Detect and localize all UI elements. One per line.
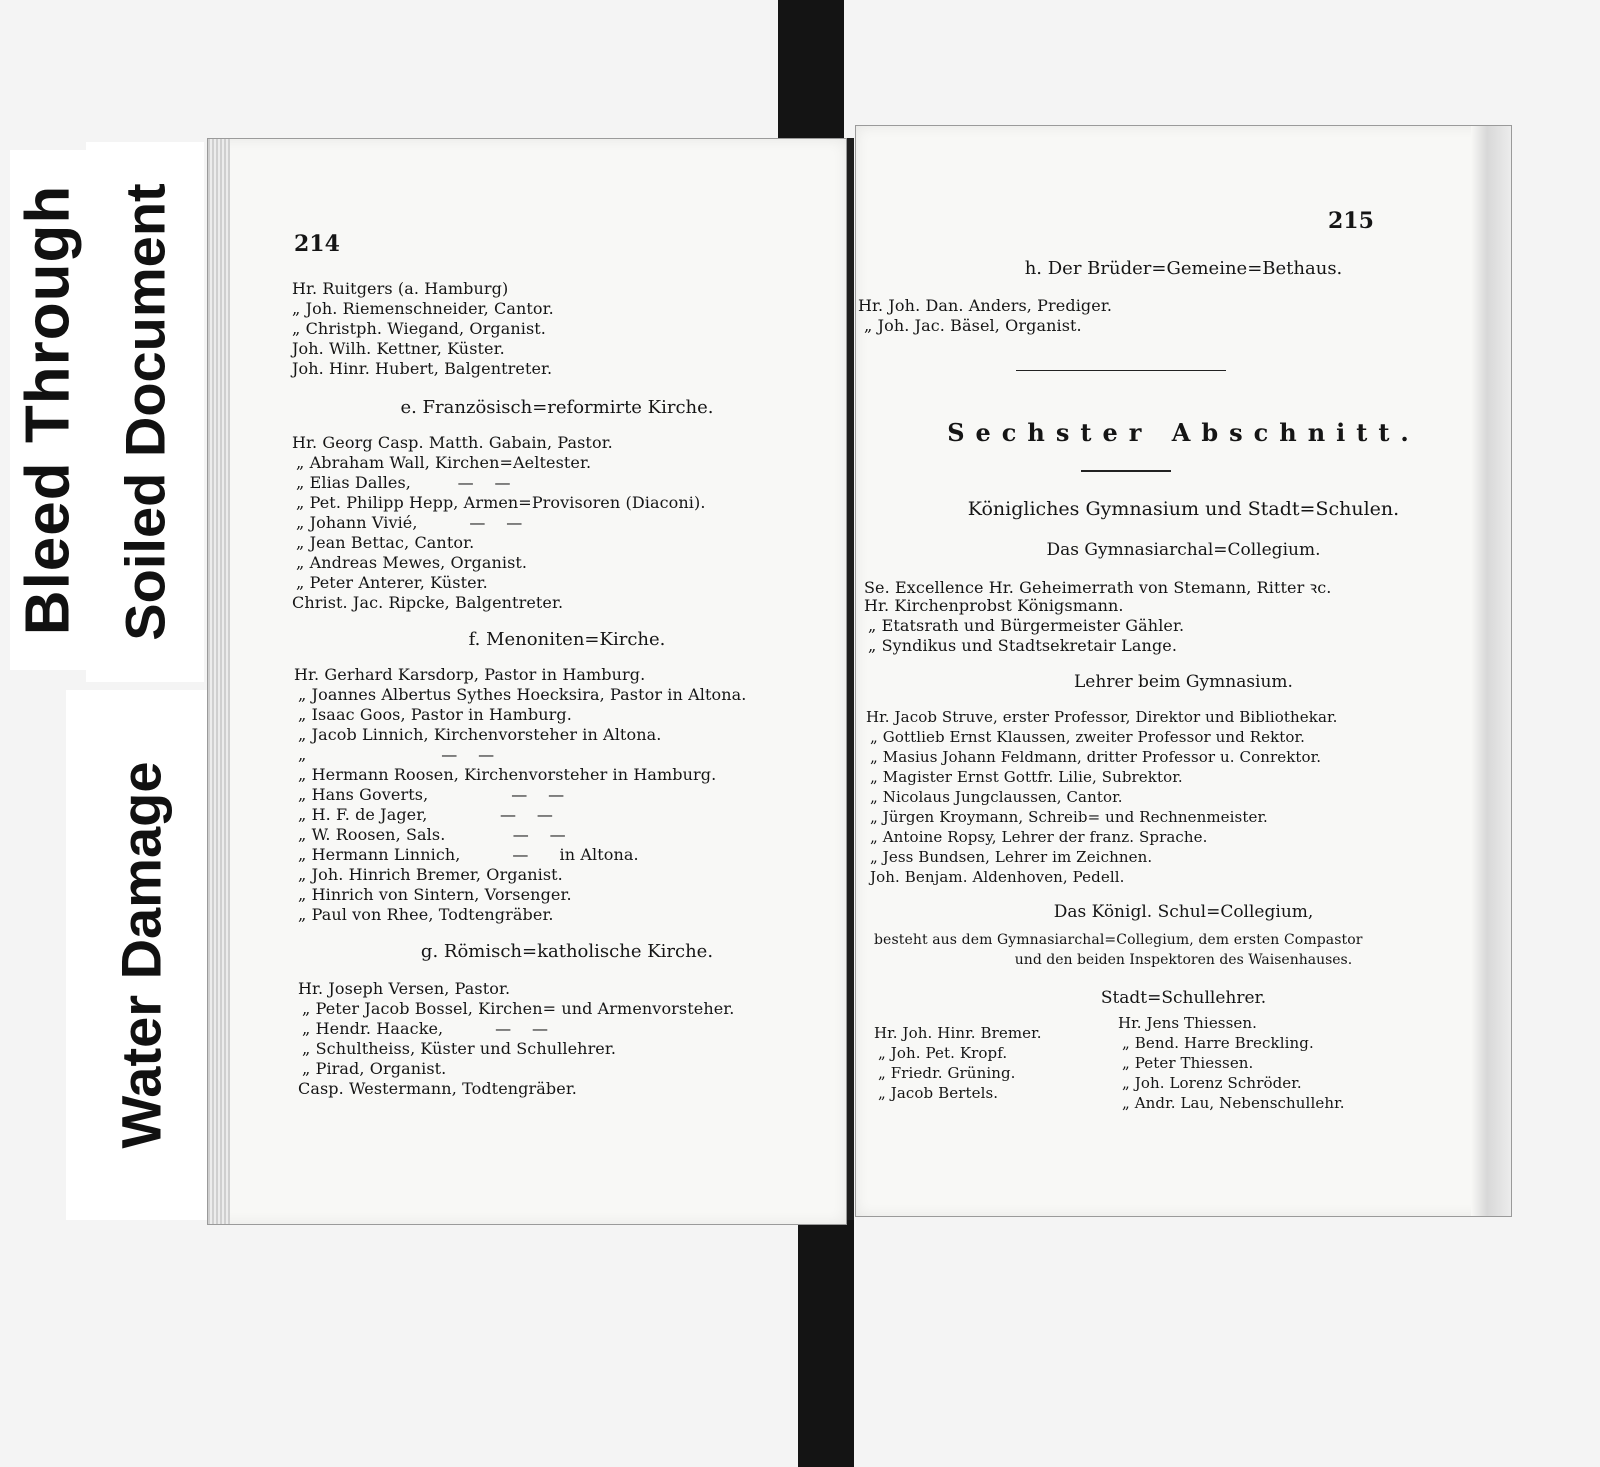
text-line: „ Pet. Philipp Hepp, Armen=Provisoren (Diaconi). — [296, 493, 706, 512]
text-line: besteht aus dem Gymnasiarchal=Collegium, dem ersten Compastor — [874, 932, 1363, 948]
text-line: Hr. Joh. Hinr. Bremer. — [874, 1024, 1042, 1042]
section-heading: g. Römisch=katholische Kirche. — [420, 941, 714, 962]
text-line: „ Hendr. Haacke, — — — [302, 1019, 549, 1038]
text-line: „ Friedr. Grüning. — [878, 1064, 1016, 1082]
right-page-number: 215 — [1328, 208, 1374, 234]
text-line: Casp. Westermann, Todtengräber. — [298, 1079, 577, 1098]
text-line: Hr. Ruitgers (a. Hamburg) — [292, 279, 509, 298]
text-line: „ H. F. de Jager, — — — [298, 805, 553, 824]
text-line: „ Elias Dalles, — — — [296, 473, 511, 492]
text-line: Joh. Hinr. Hubert, Balgentreter. — [292, 359, 553, 378]
text-line: „ Andreas Mewes, Organist. — [296, 553, 528, 572]
bleed-through-tag — [10, 150, 86, 670]
text-line: Christ. Jac. Ripcke, Balgentreter. — [292, 593, 564, 612]
text-line: Se. Excellence Hr. Geheimerrath von Stemann, Ritter ꝛc. — [864, 578, 1332, 597]
text-line: Hr. Joh. Dan. Anders, Prediger. — [858, 296, 1113, 315]
text-line: Joh. Benjam. Aldenhoven, Pedell. — [870, 868, 1125, 886]
text-line: „ Joh. Lorenz Schröder. — [1122, 1074, 1302, 1092]
water-damage-tag — [66, 690, 216, 1220]
section-heading: e. Französisch=reformirte Kirche. — [400, 397, 714, 418]
book-gutter — [846, 138, 854, 1220]
text-line: „ Hans Goverts, — — — [298, 785, 565, 804]
divider-rule — [1081, 470, 1171, 472]
chapter-subtitle: Königliches Gymnasium und Stadt=Schulen. — [967, 498, 1400, 520]
text-line: Hr. Jacob Struve, erster Professor, Direktor und Bibliothekar. — [866, 708, 1338, 726]
text-line: „ W. Roosen, Sals. — — — [298, 825, 566, 844]
text-line: Hr. Joseph Versen, Pastor. — [298, 979, 511, 998]
text-line: „ Nicolaus Jungclaussen, Cantor. — [870, 788, 1123, 806]
text-line: „ Andr. Lau, Nebenschullehr. — [1122, 1094, 1345, 1112]
text-line: „ Jürgen Kroymann, Schreib= und Rechnenmeister. — [870, 808, 1268, 826]
text-line: „ Jess Bundsen, Lehrer im Zeichnen. — [870, 848, 1153, 866]
text-line: „ Peter Anterer, Küster. — [296, 573, 488, 592]
text-line: „ Isaac Goos, Pastor in Hamburg. — [298, 705, 572, 724]
text-line: „ Masius Johann Feldmann, dritter Professor u. Conrektor. — [870, 748, 1322, 766]
text-line: „ Hinrich von Sintern, Vorsenger. — [298, 885, 572, 904]
bleed-through-label: Bleed Through — [13, 184, 83, 636]
text-line: „ Peter Thiessen. — [1122, 1054, 1254, 1072]
text-line: „ Jacob Bertels. — [878, 1084, 999, 1102]
chapter-title: Sechster Abschnitt. — [947, 418, 1420, 447]
section-heading: Das Gymnasiarchal=Collegium. — [1046, 540, 1321, 560]
text-line: „ Johann Vivié, — — — [296, 513, 523, 532]
soiled-document-label: Soiled Document — [113, 183, 177, 641]
section-heading: Das Königl. Schul=Collegium, — [1053, 902, 1314, 922]
text-line: „ Joh. Riemenschneider, Cantor. — [292, 299, 554, 318]
text-line: „ Peter Jacob Bossel, Kirchen= und Armenvorsteher. — [302, 999, 735, 1018]
text-line: „ — — — [298, 745, 495, 764]
soiled-document-tag — [86, 142, 204, 682]
text-line: „ Syndikus und Stadtsekretair Lange. — [868, 636, 1178, 655]
text-line: „ Etatsrath und Bürgermeister Gähler. — [868, 616, 1185, 635]
section-heading: Lehrer beim Gymnasium. — [1074, 672, 1293, 692]
text-line: „ Magister Ernst Gottfr. Lilie, Subrektor. — [870, 768, 1183, 786]
text-line: Joh. Wilh. Kettner, Küster. — [292, 339, 505, 358]
left-page-number: 214 — [294, 231, 340, 257]
text-line: „ Joh. Jac. Bäsel, Organist. — [864, 316, 1082, 335]
left-page — [207, 138, 847, 1225]
text-line: „ Pirad, Organist. — [302, 1059, 447, 1078]
text-line: „ Bend. Harre Breckling. — [1122, 1034, 1314, 1052]
text-line: „ Joh. Pet. Kropf. — [878, 1044, 1008, 1062]
text-line: „ Joh. Hinrich Bremer, Organist. — [298, 865, 563, 884]
text-line: Hr. Kirchenprobst Königsmann. — [864, 596, 1124, 615]
section-heading: f. Menoniten=Kirche. — [468, 629, 666, 650]
text-line: und den beiden Inspektoren des Waisenhauses. — [1014, 952, 1353, 968]
text-line: „ Christph. Wiegand, Organist. — [292, 319, 546, 338]
right-page — [855, 125, 1512, 1217]
section-heading: Stadt=Schullehrer. — [1100, 988, 1267, 1008]
binding-strip-bottom — [798, 1212, 854, 1467]
divider-rule — [1016, 370, 1226, 371]
text-line: „ Hermann Linnich, — in Altona. — [298, 845, 639, 864]
text-line: „ Jacob Linnich, Kirchenvorsteher in Altona. — [298, 725, 662, 744]
text-line: „ Abraham Wall, Kirchen=Aeltester. — [296, 453, 592, 472]
text-line: „ Hermann Roosen, Kirchenvorsteher in Hamburg. — [298, 765, 717, 784]
text-line: „ Paul von Rhee, Todtengräber. — [298, 905, 554, 924]
text-line: „ Antoine Ropsy, Lehrer der franz. Sprache. — [870, 828, 1208, 846]
text-line: Hr. Georg Casp. Matth. Gabain, Pastor. — [292, 433, 613, 452]
text-line: „ Jean Bettac, Cantor. — [296, 533, 475, 552]
section-heading: h. Der Brüder=Gemeine=Bethaus. — [1024, 258, 1343, 279]
text-line: „ Schultheiss, Küster und Schullehrer. — [302, 1039, 617, 1058]
text-line: „ Joannes Albertus Sythes Hoecksira, Pastor in Altona. — [298, 685, 747, 704]
text-line: Hr. Gerhard Karsdorp, Pastor in Hamburg. — [294, 665, 646, 684]
text-line: Hr. Jens Thiessen. — [1118, 1014, 1257, 1032]
text-line: „ Gottlieb Ernst Klaussen, zweiter Professor und Rektor. — [870, 728, 1306, 746]
binding-strip-top — [778, 0, 844, 148]
water-damage-label: Water Damage — [109, 761, 173, 1149]
